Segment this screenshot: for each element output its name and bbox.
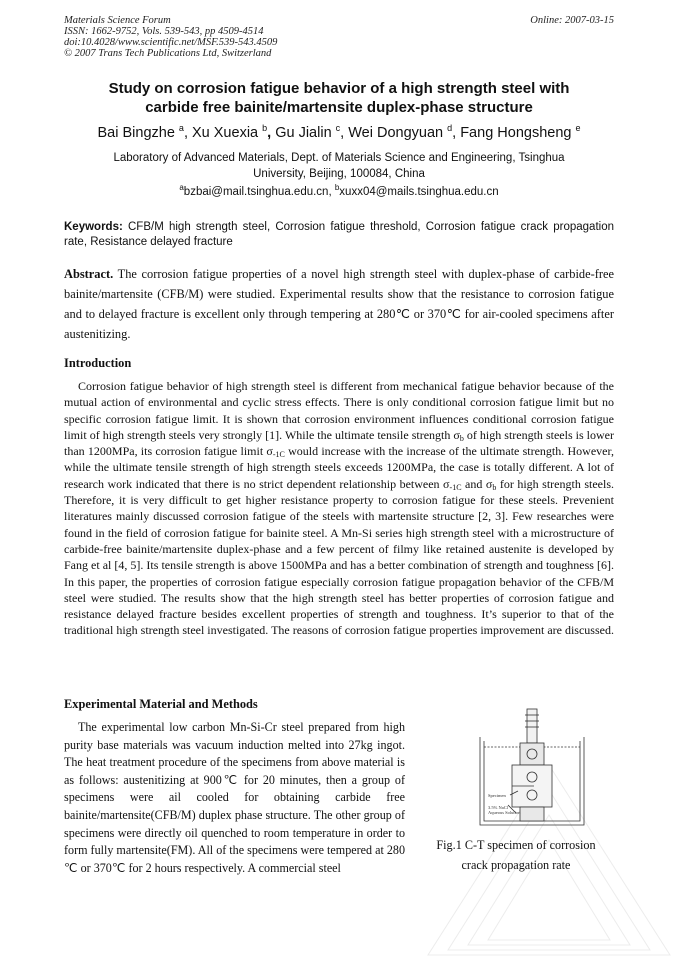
abstract-block	[64, 264, 614, 344]
author-sup: b	[262, 123, 268, 133]
solution-label-2: Aqueous Solution	[488, 810, 521, 815]
title-line-1: Study on corrosion fatigue behavior of a high strength steel with	[108, 80, 570, 97]
journal-header	[64, 15, 277, 59]
doi-line[interactable]: doi:10.4028/www.scientific.net/MSF.539-543.4509	[64, 37, 278, 48]
intro-text: and σ	[461, 476, 493, 491]
email-separator: ,	[328, 186, 335, 198]
email-sup-a: a	[179, 183, 184, 192]
experimental-paragraph: The experimental low carbon Mn-Si-Cr steel prepared from high purity base materials was vacuum induction melted into 27kg ingot. The heat treatment procedure of the specimens from above material is as follows: austenitizing at 900℃ for 20 minutes, then a group of specimens were ail cooled for obtaining carbide free bainite/martensite(CFB/M) duplex phase structure. The other group of specimens were directly oil quenched to room temperature in order to form fully martensite(FM). All of the specimens were tempered at 280 ℃ or 370℃ for 2 hours respectively. A commercial steel	[64, 720, 405, 875]
author-sup: c	[335, 123, 341, 133]
subscript-b: b	[459, 433, 464, 443]
subscript-1c: -1C	[449, 482, 462, 492]
intro-text: for high strength steels. Therefore, it is very difficult to get higher resistance property to corrosion fatigue for these steels. Prevenient literatures mainly discussed corrosion fatigue of the steels with martensite structure [2, 3]. Few researches were found in the field of corrosion fatigue for bainite steel. A Mn-Si series high strength steel with a microstructure of carbide-free bainite/martensite duplex-phase and a few percent of filmy like retained austenite is developed by Fang et al [4, 5]. Its tensile strength is above 1500MPa and has a better combination of strength and toughness [6]. In this paper, the properties of corrosion fatigue especially corrosion fatigue propagation behavior of the CFB/M steel were studied. The results show that the high strength steel has better properties of corrosion fatigue and resistance delayed fracture besides excellent properties of strength and toughness. It’s superior to that of the traditional high strength steel investigated. The reasons of corrosion fatigue properties improvement are discussed.	[64, 476, 615, 638]
journal-name: Materials Science Forum	[64, 15, 171, 26]
author-emails	[64, 184, 614, 200]
author-sup: a	[178, 123, 184, 133]
intro-text: of high strength steels is lower than 1200MPa, its corrosion fatigue limit σ	[64, 427, 614, 459]
solution-label-1: 3.5% NaCl	[488, 805, 508, 810]
abstract-text: The corrosion fatigue properties of a novel high strength steel with duplex-phase of carbide-free bainite/martensite (CFB/M) were studied. Experimental results show that the resistance to corrosion fatigue and to delayed fracture is excellent only through tempering at 280℃ or 370℃ for air-cooled specimens after austenitizing.	[64, 267, 614, 341]
affiliation-line-1: Laboratory of Advanced Materials, Dept. of Materials Science and Engineering, Tsinghua	[113, 152, 565, 164]
email-a[interactable]: bzbai@mail.tsinghua.edu.cn	[183, 186, 329, 198]
author-sup: d	[447, 123, 453, 133]
online-date-text: Online: 2007-03-15	[530, 15, 614, 26]
author-name: Xu Xuexia	[192, 125, 259, 141]
subscript-1c: -1C	[272, 450, 285, 460]
copyright-line: © 2007 Trans Tech Publications Ltd, Switzerland	[64, 48, 272, 59]
keywords-block	[64, 220, 614, 250]
intro-text: Corrosion fatigue behavior of high strength steel is different from mechanical fatigue behavior because of the mutual action of environmental and cyclic stress effects. There is only conditional corrosion fatigue limit but no specific corrosion fatigue limit. It is shown that corrosion environment influences conditional corrosion fatigue limit of high strength steels very strongly [1]. While the ultimate tensile strength σ	[64, 379, 614, 442]
subscript-b: b	[492, 482, 497, 492]
introduction-paragraph	[64, 378, 614, 639]
affiliation	[64, 150, 614, 182]
email-sup-b: b	[334, 183, 340, 192]
author-list: Bai Bingzhe $^a$, Xu Xuexia $^b$, Gu Jialin $^c$, Wei Dongyuan $^d$, Fang Hongsheng $^e$	[97, 123, 581, 141]
caption-line-1: Fig.1 C-T specimen of corrosion	[436, 838, 596, 852]
intro-text: would increase with the increase of the ultimate strength. However, while the ultimate tensile strength of high strength steels exceeds 1200MPa, the case is totally different. A lot of research work indicated that there is no strict dependent relationship between σ	[64, 444, 614, 491]
author-name: Wei Dongyuan	[348, 125, 444, 141]
keywords-text: CFB/M high strength steel, Corrosion fatigue threshold, Corrosion fatigue crack propagation rate, Resistance delayed fracture	[64, 221, 614, 248]
issn-line: ISSN: 1662-9752, Vols. 539-543, pp 4509-4514	[64, 26, 264, 37]
author-sup: e	[575, 123, 581, 133]
affiliation-line-2: University, Beijing, 100084, China	[253, 168, 425, 180]
email-b[interactable]: xuxx04@mails.tsinghua.edu.cn	[339, 186, 499, 198]
introduction-heading: Introduction	[64, 356, 132, 370]
title-line-2: carbide free bainite/martensite duplex-phase structure	[145, 99, 533, 116]
caption-line-2: crack propagation rate	[461, 858, 571, 872]
abstract-label: Abstract.	[64, 267, 114, 281]
author-name: Bai Bingzhe	[97, 125, 175, 141]
author-name: Fang Hongsheng	[460, 125, 572, 141]
figure-caption	[418, 835, 614, 875]
keywords-label: Keywords:	[64, 221, 123, 233]
experimental-heading: Experimental Material and Methods	[64, 697, 258, 711]
paper-title	[64, 79, 614, 117]
author-name: Gu Jialin	[275, 125, 332, 141]
ct-specimen-figure	[470, 707, 594, 830]
online-date	[530, 15, 614, 26]
specimen-label: Specimen	[488, 793, 506, 798]
